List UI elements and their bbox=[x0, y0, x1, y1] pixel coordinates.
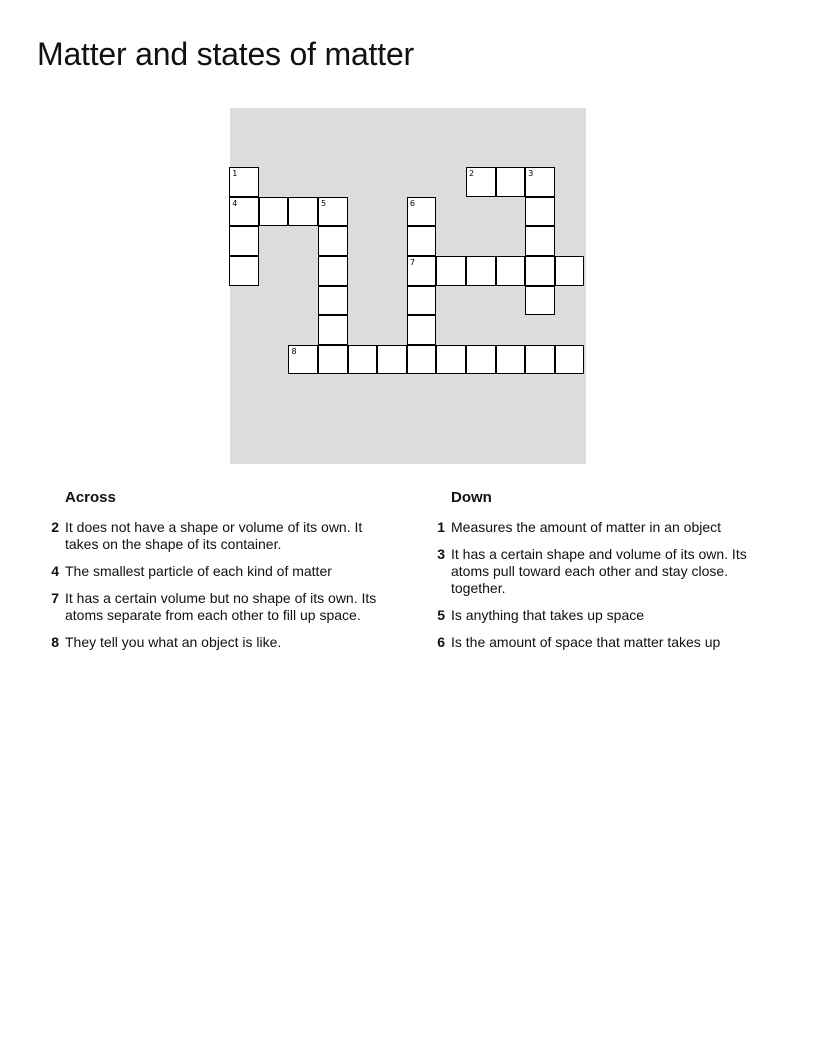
cell-number: 1 bbox=[232, 169, 238, 179]
across-clue bbox=[42, 590, 398, 624]
across-clue bbox=[42, 563, 398, 580]
across-heading: Across bbox=[65, 489, 116, 506]
across-clue bbox=[42, 634, 398, 651]
crossword-cell[interactable] bbox=[466, 256, 496, 286]
crossword-cell[interactable] bbox=[436, 256, 466, 286]
crossword-cell[interactable] bbox=[496, 345, 526, 375]
crossword-cell[interactable] bbox=[229, 226, 259, 256]
crossword-cell[interactable] bbox=[229, 256, 259, 286]
clue-text: Is the amount of space that matter takes up bbox=[451, 634, 721, 650]
clue-number: 5 bbox=[437, 607, 445, 623]
crossword-cell[interactable] bbox=[436, 345, 466, 375]
crossword-cell[interactable] bbox=[407, 197, 437, 227]
down-clue bbox=[428, 607, 768, 624]
clue-number: 2 bbox=[51, 519, 59, 535]
crossword-cell[interactable] bbox=[555, 256, 585, 286]
crossword-cell[interactable] bbox=[407, 226, 437, 256]
crossword-cell[interactable] bbox=[229, 167, 259, 197]
crossword-cell[interactable] bbox=[348, 345, 378, 375]
clue-number: 8 bbox=[51, 634, 59, 650]
clue-number: 6 bbox=[437, 634, 445, 650]
crossword-cell[interactable] bbox=[288, 345, 318, 375]
crossword-cell[interactable] bbox=[555, 345, 585, 375]
crossword-cell[interactable] bbox=[288, 197, 318, 227]
across-clue-list bbox=[42, 519, 398, 651]
crossword-grid bbox=[230, 108, 586, 464]
down-clue bbox=[428, 546, 768, 597]
cell-number: 2 bbox=[469, 169, 475, 179]
cell-number: 7 bbox=[409, 258, 415, 268]
clue-text: Measures the amount of matter in an object bbox=[451, 519, 722, 535]
page-title: Matter and states of matter bbox=[37, 36, 414, 72]
crossword-cell[interactable] bbox=[318, 197, 348, 227]
cell-number: 4 bbox=[232, 198, 238, 208]
clue-text: They tell you what an object is like. bbox=[65, 634, 282, 650]
cell-number: 3 bbox=[528, 169, 534, 179]
crossword-cell[interactable] bbox=[318, 345, 348, 375]
crossword-cell[interactable] bbox=[407, 256, 437, 286]
down-clue bbox=[428, 634, 768, 651]
down-clue-list bbox=[428, 519, 768, 651]
crossword-cell[interactable] bbox=[525, 256, 555, 286]
clue-text: It has a certain shape and volume of its own. Its atoms pull toward each other and stay close. together. bbox=[451, 546, 747, 596]
clue-number: 1 bbox=[437, 519, 445, 535]
down-clue bbox=[428, 519, 768, 536]
crossword-cell[interactable] bbox=[496, 256, 526, 286]
clue-text: Is anything that takes up space bbox=[451, 607, 645, 623]
clue-text: It does not have a shape or volume of its own. It takes on the shape of its container. bbox=[65, 519, 363, 552]
crossword-cell[interactable] bbox=[496, 167, 526, 197]
crossword-cell[interactable] bbox=[525, 197, 555, 227]
down-heading: Down bbox=[451, 489, 492, 506]
crossword-cell[interactable] bbox=[318, 286, 348, 316]
clue-number: 3 bbox=[437, 546, 445, 562]
clue-text: The smallest particle of each kind of matter bbox=[65, 563, 332, 579]
crossword-cell[interactable] bbox=[525, 226, 555, 256]
crossword-cell[interactable] bbox=[407, 286, 437, 316]
cell-number: 8 bbox=[291, 346, 297, 356]
crossword-cell[interactable] bbox=[407, 345, 437, 375]
crossword-cell[interactable] bbox=[318, 226, 348, 256]
crossword-cell[interactable] bbox=[525, 286, 555, 316]
crossword-cell[interactable] bbox=[525, 345, 555, 375]
clue-number: 4 bbox=[51, 563, 59, 579]
crossword-cell[interactable] bbox=[466, 345, 496, 375]
crossword-cell[interactable] bbox=[318, 315, 348, 345]
across-clues bbox=[42, 488, 398, 661]
crossword-cell[interactable] bbox=[377, 345, 407, 375]
crossword-cell[interactable] bbox=[466, 167, 496, 197]
cell-number: 5 bbox=[321, 198, 327, 208]
crossword-cell[interactable] bbox=[229, 197, 259, 227]
cell-number: 6 bbox=[409, 198, 415, 208]
crossword-cell[interactable] bbox=[525, 167, 555, 197]
across-clue bbox=[42, 519, 398, 553]
down-clues bbox=[428, 488, 768, 661]
crossword-cell[interactable] bbox=[318, 256, 348, 286]
crossword-cell[interactable] bbox=[259, 197, 289, 227]
crossword-cell[interactable] bbox=[407, 315, 437, 345]
clue-text: It has a certain volume but no shape of its own. Its atoms separate from each other to fill up space. bbox=[65, 590, 377, 623]
clue-number: 7 bbox=[51, 590, 59, 606]
